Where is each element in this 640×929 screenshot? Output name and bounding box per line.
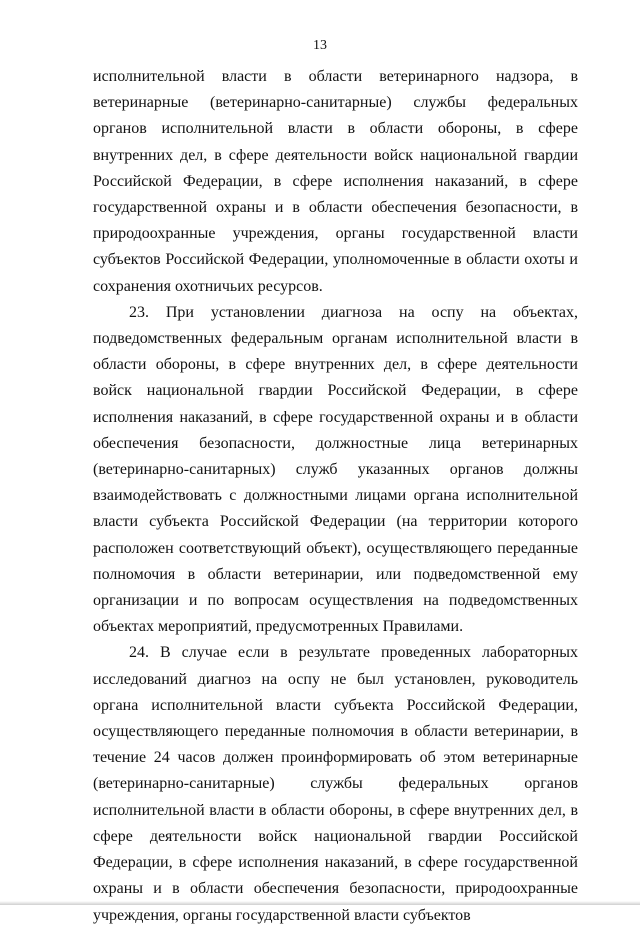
document-body xyxy=(93,64,578,929)
paragraph-24: 24. В случае если в результате проведенных лабораторных исследований диагноз на оспу не был установлен, руководитель органа исполнительной власти субъекта Российской Федерации, осуществляющего переданные полномочия в области ветеринарии, в течение 24 часов должен проинформировать об этом ветеринарные (ветеринарно-санитарные) службы федеральных органов исполнительной власти в области обороны, в сфере внутренних дел, в сфере деятельности войск национальной гвардии Российской Федерации, в сфере исполнения наказаний, в сфере государственной охраны и в области обеспечения безопасности, природоохранные учреждения, органы государственной власти субъектов xyxy=(93,644,578,924)
scan-bottom-edge xyxy=(0,901,640,905)
paragraph-continuation: исполнительной власти в области ветеринарного надзора, в ветеринарные (ветеринарно-санитарные) службы федеральных органов исполнительной власти в области обороны, в сфере внутренних дел, в сфере деятельности войск национальной гвардии Российской Федерации, в сфере исполнения наказаний, в сфере государственной охраны и в области обеспечения безопасности, в природоохранные учреждения, органы государственной власти субъектов Российской Федерации, уполномоченные в области охоты и сохранения охотничьих ресурсов. xyxy=(93,68,578,295)
page-number: 13 xyxy=(313,38,327,53)
paragraph-23: 23. При установлении диагноза на оспу на объектах, подведомственных федеральным органам исполнительной власти в области обороны, в сфере внутренних дел, в сфере деятельности войск национальной гвардии Российской Федерации, в сфере исполнения наказаний, в сфере государственной охраны и в области обеспечения безопасности, должностные лица ветеринарных (ветеринарно-санитарных) служб указанных органов должны взаимодействовать с должностными лицами органа исполнительной власти субъекта Российской Федерации (на территории которого расположен соответствующий объект), осуществляющего переданные полномочия в области ветеринарии, или подведомственной ему организации и по вопросам осуществления на подведомственных объектах мероприятий, предусмотренных Правилами. xyxy=(93,303,578,636)
